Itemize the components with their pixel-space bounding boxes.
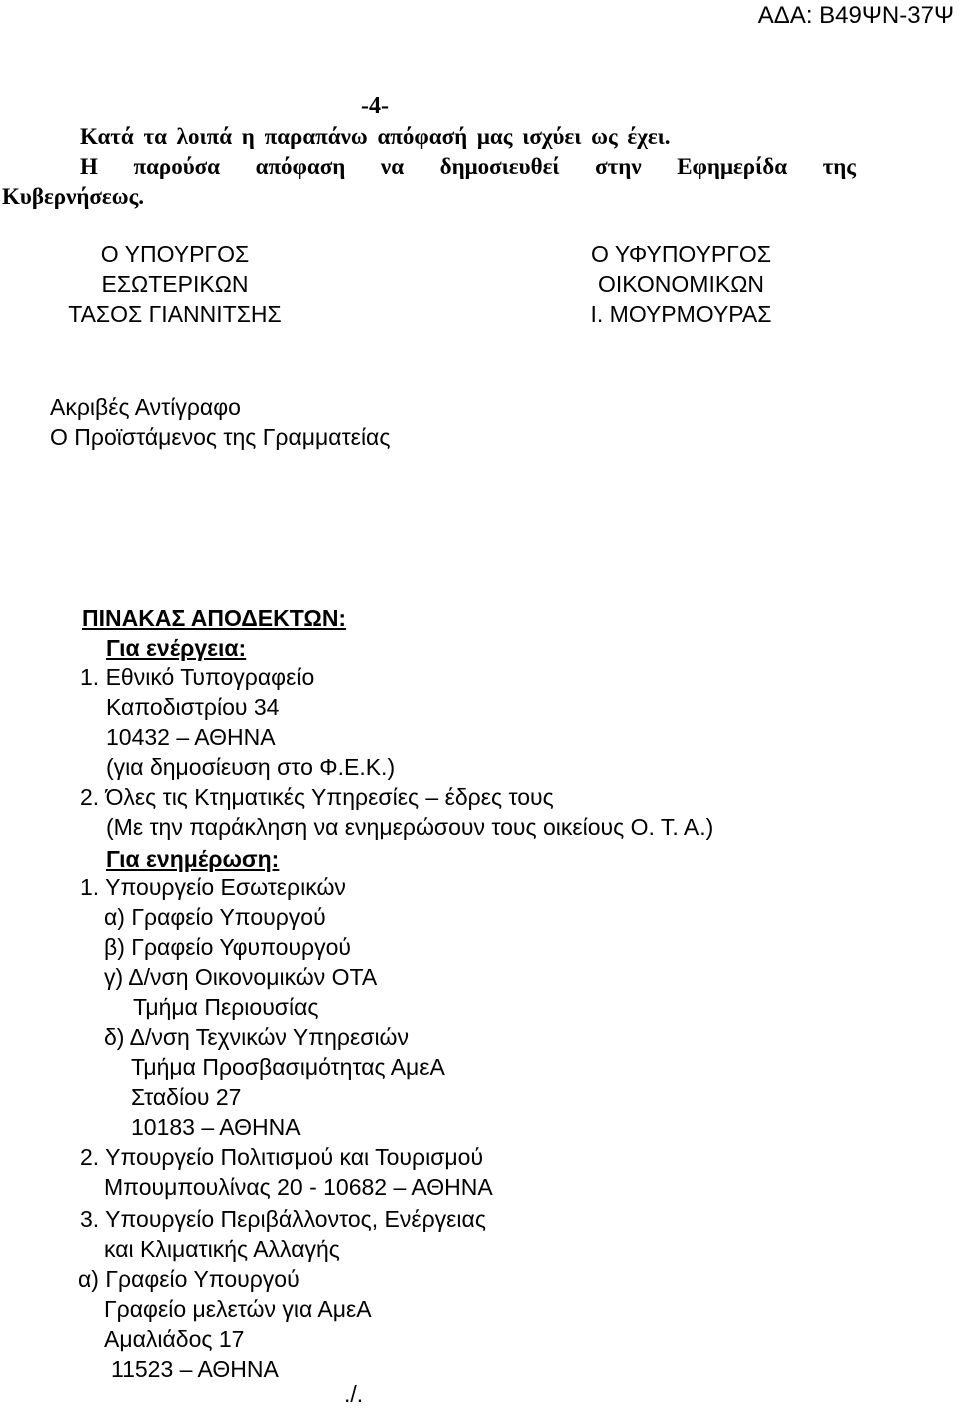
list-item: 10183 – ΑΘΗΝΑ	[131, 1114, 301, 1140]
paragraph-validity: Κατά τα λοιπά η παραπάνω απόφασή μας ισχύει ως έχει.	[80, 124, 671, 149]
list-item: Σταδίου 27	[131, 1084, 242, 1110]
recipients-title: ΠΙΝΑΚΑΣ ΑΠΟΔΕΚΤΩΝ:	[82, 605, 347, 631]
signature-left-ministry: ΕΣΩΤΕΡΙΚΩΝ	[101, 271, 249, 297]
signature-right-title: Ο ΥΦΥΠΟΥΡΓΟΣ	[590, 241, 772, 267]
list-item: 10432 – ΑΘΗΝΑ	[106, 724, 276, 750]
list-item: α) Γραφείο Υπουργού	[104, 904, 326, 930]
list-item: (για δημοσίευση στο Φ.Ε.Κ.)	[106, 754, 396, 780]
for-action-heading: Για ενέργεια:	[106, 635, 247, 661]
list-item: και Κλιματικής Αλλαγής	[104, 1236, 340, 1262]
list-item: (Με την παράκληση να ενημερώσουν τους οικείους Ο. Τ. Α.)	[106, 814, 714, 840]
list-item: 2. Όλες τις Κτηματικές Υπηρεσίες – έδρες τους	[80, 784, 554, 810]
signature-right-ministry: ΟΙΚΟΝΟΜΙΚΩΝ	[598, 271, 764, 297]
paragraph-publication-cont: Κυβερνήσεως.	[2, 184, 145, 209]
list-item: Γραφείο μελετών για ΑμεΑ	[104, 1296, 372, 1322]
list-item: 11523 – ΑΘΗΝΑ	[111, 1356, 279, 1382]
list-item: Καποδιστρίου 34	[106, 694, 280, 720]
signature-left-title: Ο ΥΠΟΥΡΓΟΣ	[100, 241, 250, 267]
list-item: Τμήμα Προσβασιμότητας ΑμεΑ	[131, 1054, 445, 1080]
true-copy-signer: Ο Προϊστάμενος της Γραμματείας	[50, 424, 391, 450]
paragraph-publication: Η παρούσα απόφαση να δημοσιευθεί στην Εφημερίδα της	[80, 154, 856, 179]
list-item: 1. Εθνικό Τυπογραφείο	[80, 664, 315, 690]
list-item: β) Γραφείο Υφυπουργού	[104, 934, 351, 960]
page-number: -4-	[361, 93, 389, 119]
list-item: 2. Υπουργείο Πολιτισμού και Τουρισμού	[80, 1144, 484, 1170]
list-item: γ) Δ/νση Οικονομικών ΟΤΑ	[104, 964, 378, 990]
list-item: Μπουμπουλίνας 20 - 10682 – ΑΘΗΝΑ	[104, 1174, 493, 1200]
ada-code: ΑΔΑ: Β49ΨΝ-37Ψ	[757, 2, 954, 29]
list-item: 1. Υπουργείο Εσωτερικών	[80, 874, 346, 900]
for-info-heading: Για ενημέρωση:	[106, 846, 280, 872]
list-item: Αμαλιάδος 17	[104, 1326, 245, 1352]
signature-right-name: Ι. ΜΟΥΡΜΟΥΡΑΣ	[590, 301, 772, 327]
list-item: 3. Υπουργείο Περιβάλλοντος, Ενέργειας	[80, 1206, 486, 1232]
signature-left-name: ΤΑΣΟΣ ΓΙΑΝΝΙΤΣΗΣ	[68, 301, 282, 327]
list-item: α) Γραφείο Υπουργού	[78, 1266, 300, 1292]
end-mark: ./.	[344, 1381, 364, 1407]
true-copy-label: Ακριβές Αντίγραφο	[50, 394, 241, 420]
list-item: δ) Δ/νση Τεχνικών Υπηρεσιών	[104, 1024, 410, 1050]
list-item: Τμήμα Περιουσίας	[133, 994, 319, 1020]
